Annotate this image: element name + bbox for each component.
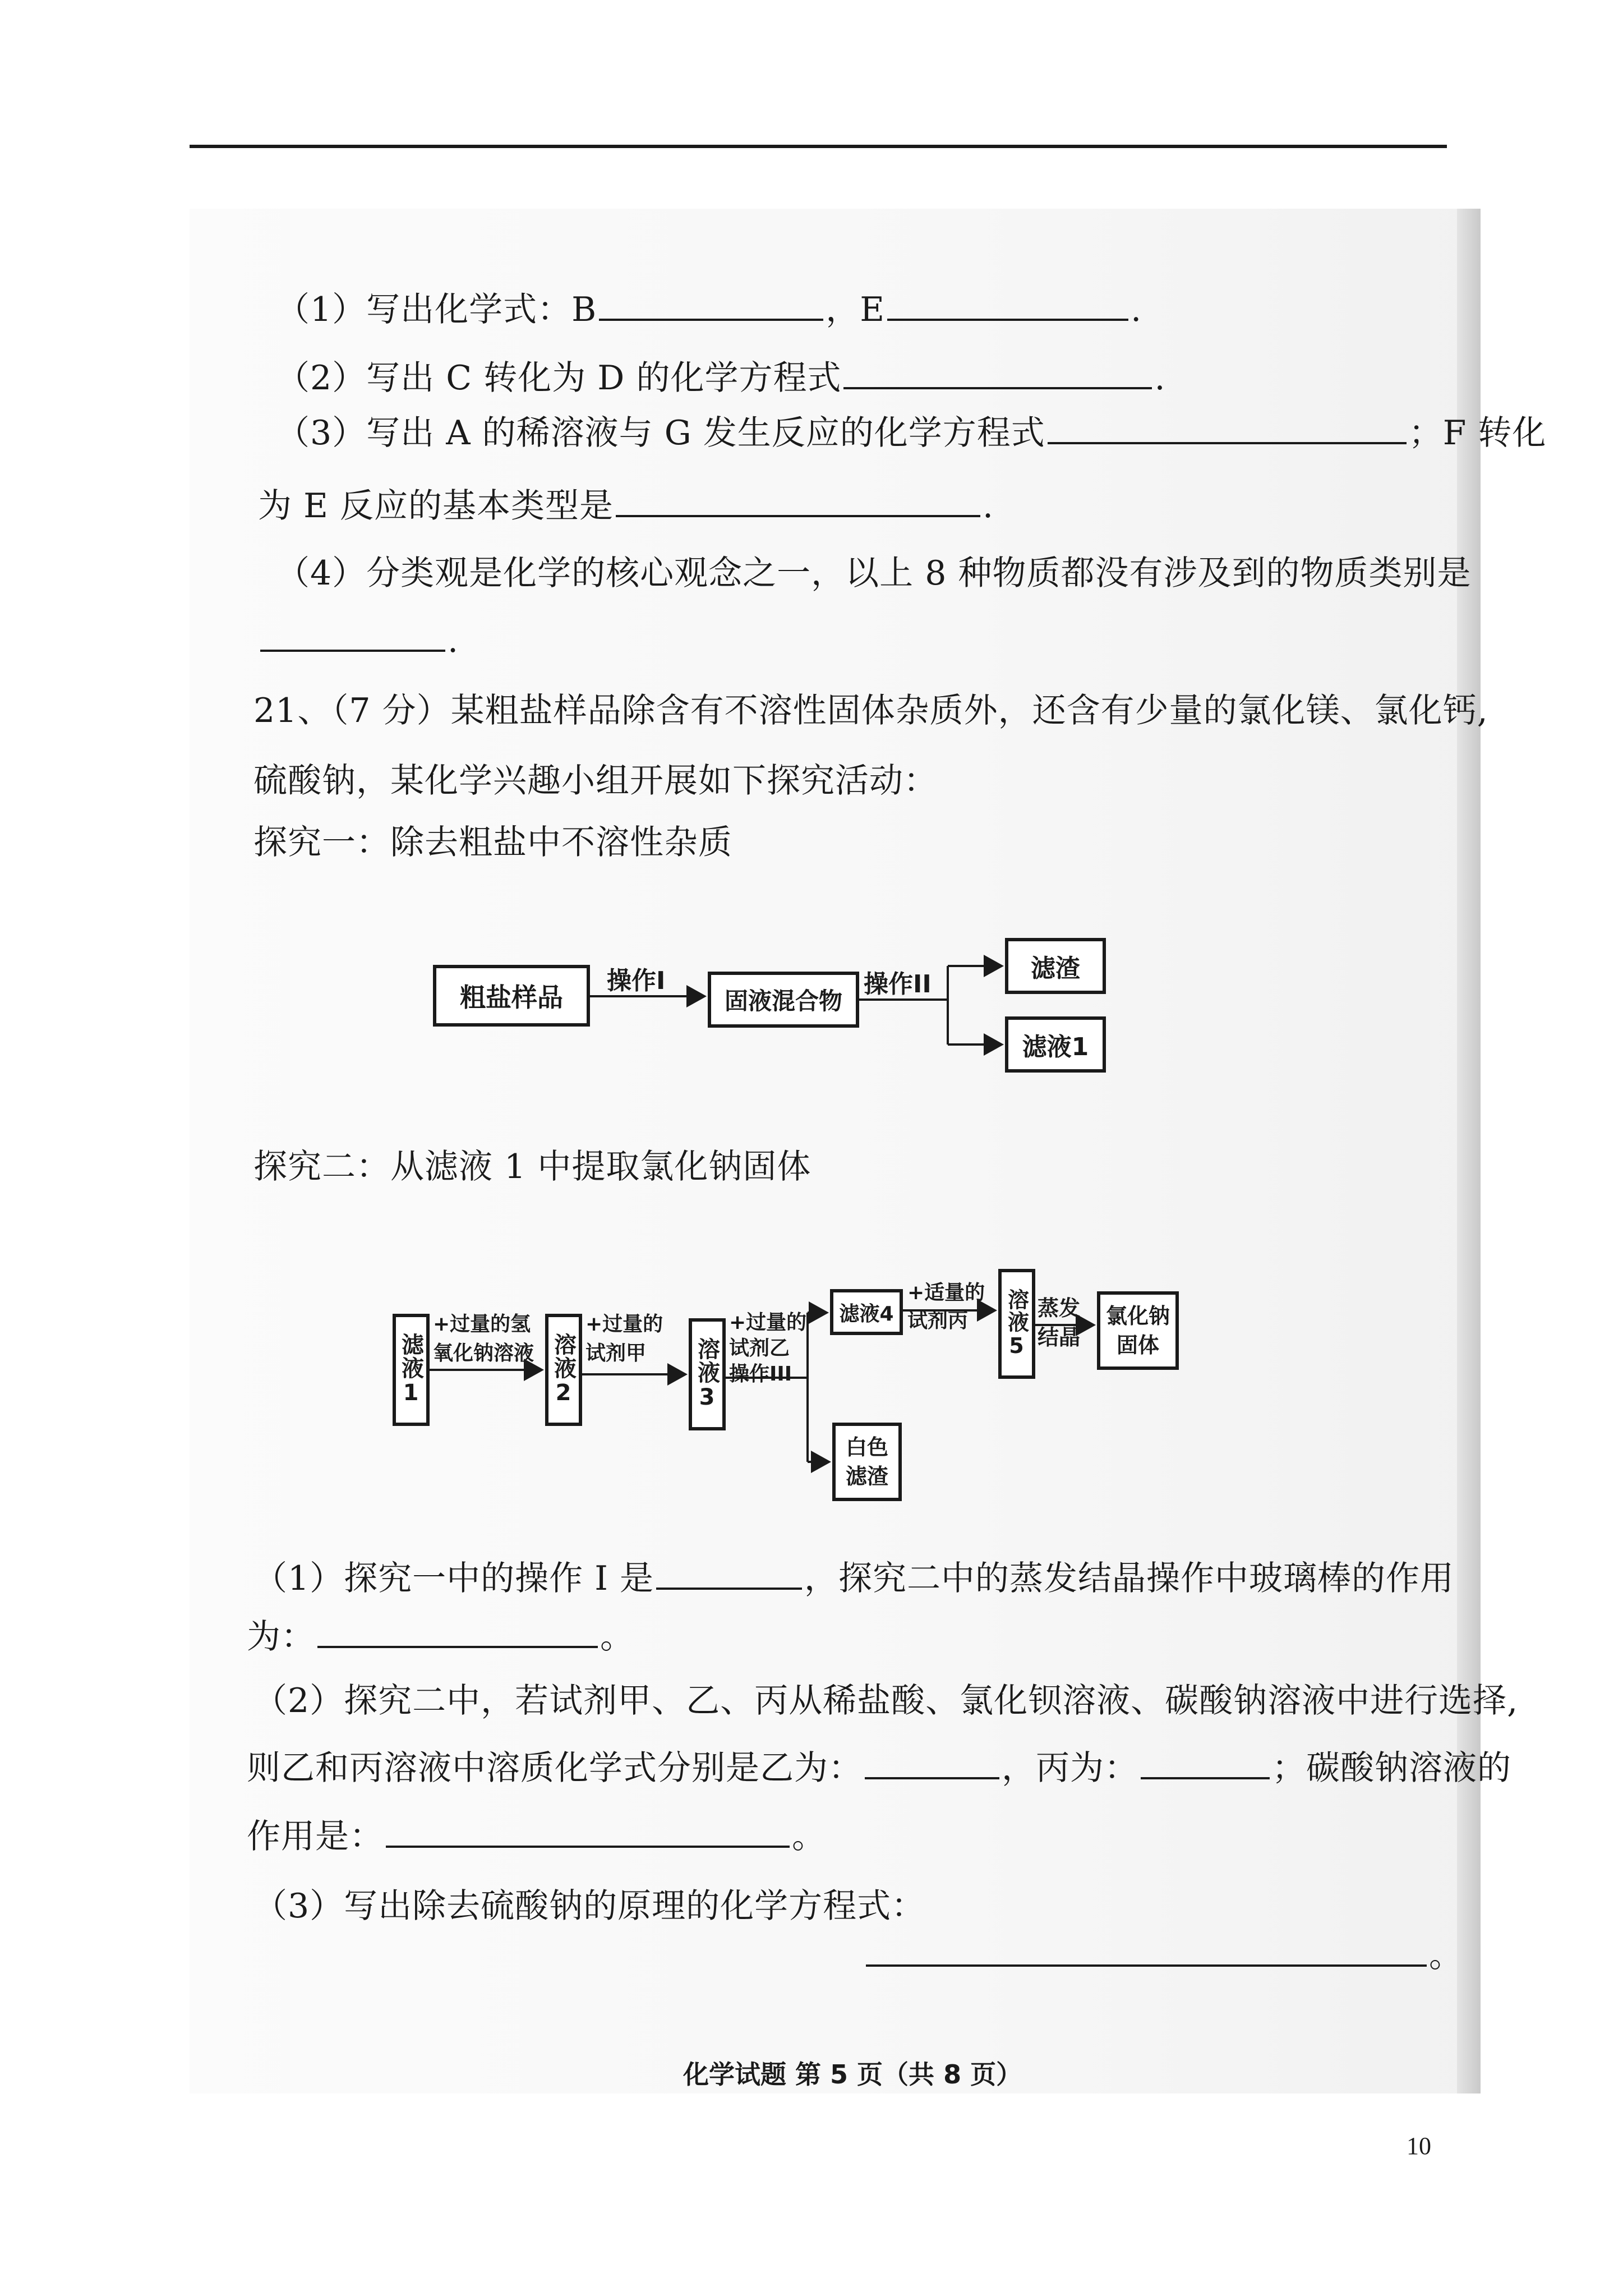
q20-part4: （4）分类观是化学的核心观念之一，以上 8 种物质都没有涉及到的物质类别是 — [276, 554, 1472, 593]
label-d2-step4: +适量的 试剂丙 — [907, 1281, 985, 1332]
box-solution2: 溶液2 — [545, 1314, 582, 1426]
page-number: 10 — [1407, 2132, 1431, 2160]
q21-sub2-line2: 则乙和丙溶液中溶质化学式分别是乙为： ，丙为： ；碳酸钠溶液的 — [247, 1749, 1511, 1788]
label-op1: 操作I — [607, 967, 666, 995]
blank-glass-rod-role[interactable] — [317, 1618, 598, 1648]
label-d2-step2: +过量的 试剂甲 — [585, 1313, 663, 1365]
box-solution5: 溶液5 — [998, 1269, 1035, 1379]
q20-part3b: 为 E 反应的基本类型是 . — [258, 486, 994, 526]
blank-reagent-yi[interactable] — [865, 1749, 999, 1779]
label-d2-step3: +过量的 试剂乙 操作III — [729, 1311, 807, 1386]
box-crude-salt-sample: 粗盐样品 — [433, 965, 590, 1027]
blank-na2co3-role[interactable] — [386, 1818, 790, 1848]
q20-part3: （3）写出 A 的稀溶液与 G 发生反应的化学方程式 ；F 转化 — [276, 413, 1547, 453]
explore1-title: 探究一：除去粗盐中不溶性杂质 — [253, 823, 732, 862]
q21-sub2-line3: 作用是： 。 — [247, 1817, 826, 1856]
q20-part4-answer: . — [258, 617, 459, 664]
blank-operation-1[interactable] — [656, 1559, 802, 1590]
q21-intro-line2: 硫酸钠，某化学兴趣小组开展如下探究活动： — [253, 761, 938, 800]
explore2-title: 探究二：从滤液 1 中提取氯化钠固体 — [253, 1147, 811, 1186]
q20-part1: （1）写出化学式：B ，E . — [276, 290, 1142, 329]
q21-intro-line1: 21、（7 分）某粗盐样品除含有不溶性固体杂质外，还含有少量的氯化镁、氯化钙, — [253, 691, 1488, 730]
q21-sub3-answer: 。 — [864, 1932, 1463, 1979]
page-footer: 化学试题 第 5 页（共 8 页） — [683, 2059, 1022, 2090]
blank-na2so4-equation[interactable] — [866, 1936, 1427, 1967]
q21-sub1b: 为： 。 — [247, 1617, 634, 1657]
box-d2-filtrate1: 滤液1 — [393, 1314, 430, 1426]
q21-sub3: （3）写出除去硫酸钠的原理的化学方程式： — [253, 1887, 926, 1926]
label-op2: 操作II — [864, 970, 932, 999]
box-residue: 滤渣 — [1005, 938, 1106, 994]
box-solid-liquid-mixture: 固液混合物 — [708, 972, 859, 1028]
q21-sub1: （1）探究一中的操作 I 是 ，探究二中的蒸发结晶操作中玻璃棒的作用 — [253, 1559, 1455, 1598]
box-filtrate1: 滤液1 — [1005, 1016, 1106, 1073]
blank-reagent-bing[interactable] — [1141, 1749, 1270, 1779]
q21-sub2-line1: （2）探究二中，若试剂甲、乙、丙从稀盐酸、氯化钡溶液、碳酸钠溶液中进行选择, — [253, 1681, 1519, 1720]
label-d2-step1: +过量的氢 氧化钠溶液 — [433, 1313, 534, 1365]
q20-part2: （2）写出 C 转化为 D 的化学方程式 . — [276, 358, 1166, 398]
box-white-residue: 白色 滤渣 — [832, 1423, 902, 1501]
box-filtrate4: 滤液4 — [830, 1289, 903, 1335]
box-nacl-solid: 氯化钠 固体 — [1097, 1291, 1179, 1370]
box-solution3: 溶液3 — [689, 1318, 726, 1430]
label-d2-evaporate: 蒸发 结晶 — [1038, 1296, 1081, 1350]
